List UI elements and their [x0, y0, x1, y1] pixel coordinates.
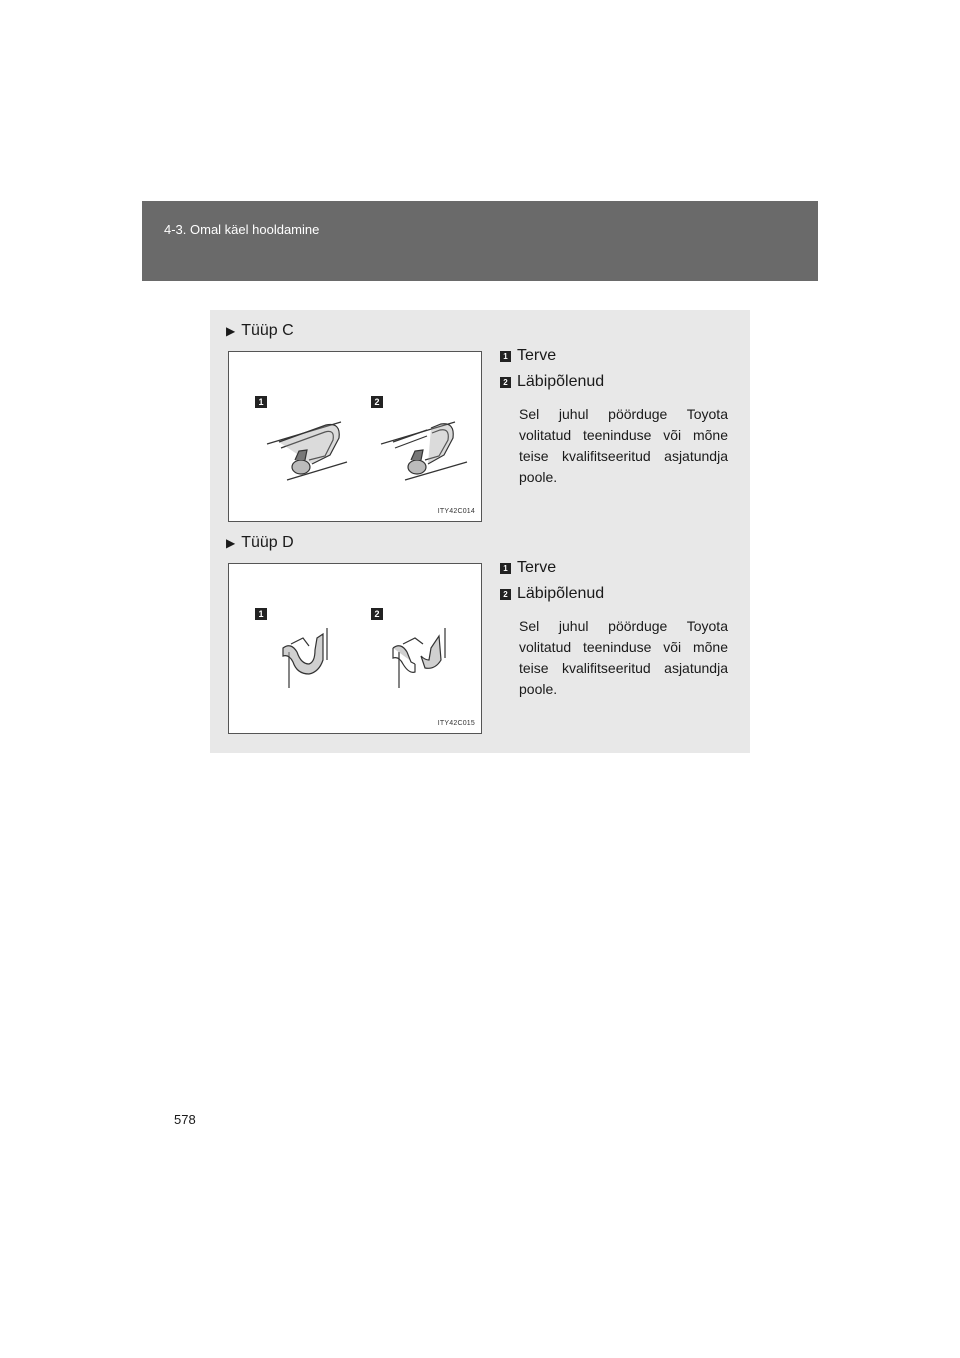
figure-marker-2: 2 — [371, 396, 383, 408]
legend-label: Terve — [517, 559, 557, 576]
fuse-c-intact-drawing — [267, 422, 347, 480]
legend-item-intact — [500, 347, 556, 365]
note-text: Sel juhul pöörduge Toyota volitatud teeninduse või mõne teise kvalifitseeritud asjatundja poole. — [519, 618, 728, 697]
arrow-right-icon: ▶ — [226, 324, 236, 338]
section-title-type-d: ▶ Tüüp D — [226, 534, 294, 551]
chapter-header — [142, 201, 818, 281]
chapter-title: 4-3. Omal käel hooldamine — [164, 222, 320, 237]
fuse-type-d-illustration — [229, 564, 481, 733]
fuse-d-blown-drawing — [393, 628, 445, 688]
legend-badge: 2 — [500, 377, 511, 388]
fuse-figure-type-c — [228, 351, 482, 522]
figure-code: ITY42C014 — [437, 508, 475, 515]
figure-code: ITY42C015 — [437, 720, 475, 727]
fuse-d-intact-drawing — [283, 628, 327, 688]
section-title-type-c: ▶ Tüüp C — [226, 322, 294, 339]
figure-marker-2: 2 — [371, 608, 383, 620]
legend-label: Läbipõlenud — [517, 585, 605, 602]
legend-label: Terve — [517, 347, 557, 364]
figure-marker-1: 1 — [255, 396, 267, 408]
fuse-types-panel — [210, 310, 750, 753]
legend-badge: 2 — [500, 589, 511, 600]
note-text: Sel juhul pöörduge Toyota volitatud teeninduse või mõne teise kvalifitseeritud asjatundja poole. — [519, 406, 728, 485]
legend-badge: 1 — [500, 563, 511, 574]
fuse-type-c-illustration — [229, 352, 481, 521]
arrow-right-icon: ▶ — [226, 536, 236, 550]
legend-item-blown — [500, 373, 604, 391]
fuse-c-blown-drawing — [381, 422, 467, 480]
page-number: 578 — [174, 1112, 196, 1127]
figure-marker-1: 1 — [255, 608, 267, 620]
fuse-figure-type-d — [228, 563, 482, 734]
legend-badge: 1 — [500, 351, 511, 362]
legend-item-intact — [500, 559, 556, 577]
legend-item-blown — [500, 585, 604, 603]
legend-label: Läbipõlenud — [517, 373, 605, 390]
